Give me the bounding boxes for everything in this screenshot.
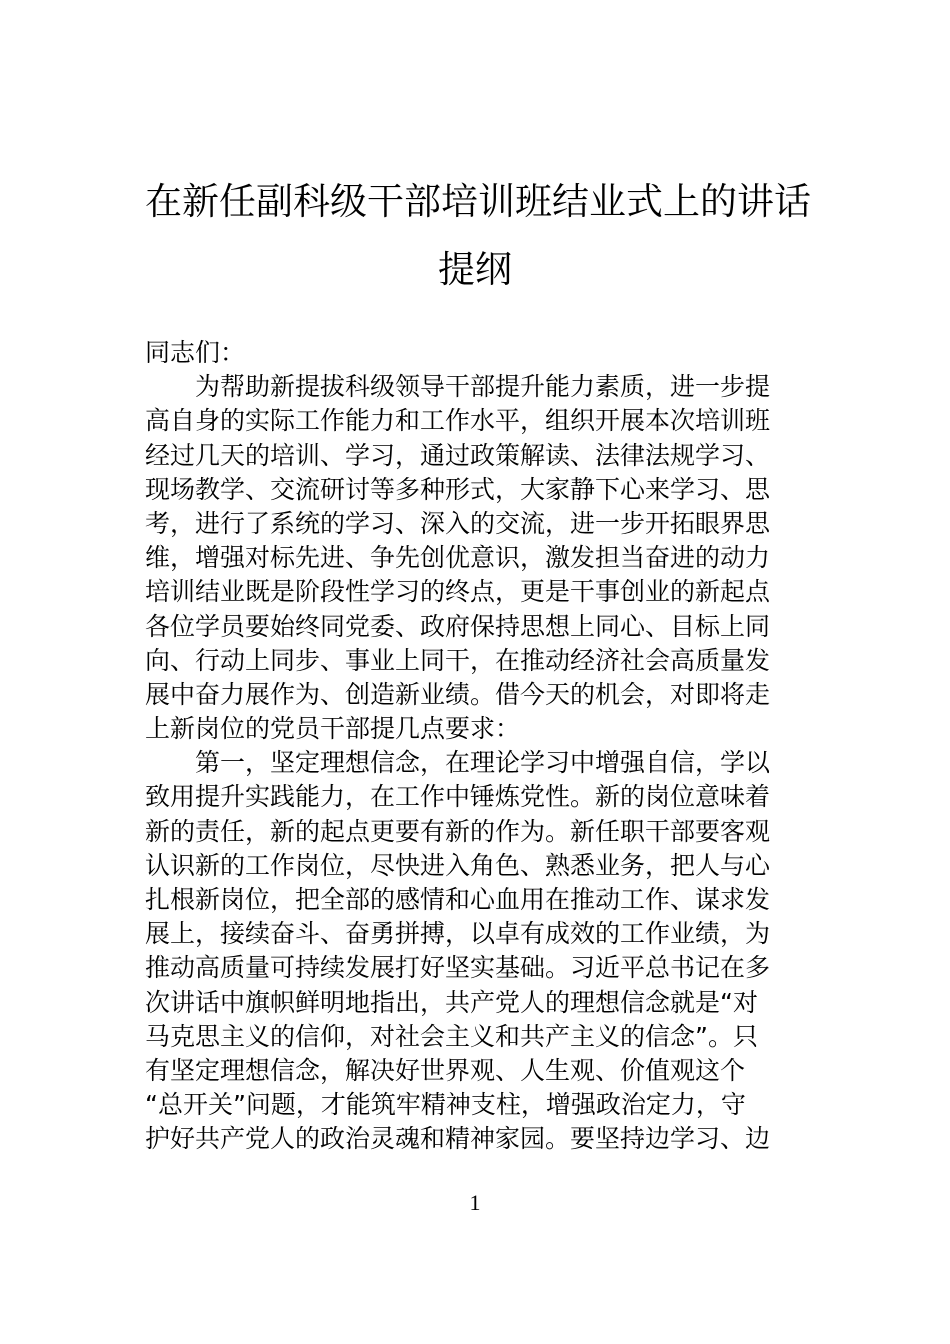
text-line: 考，进行了系统的学习、深入的交流，进一步开拓眼界思 — [145, 508, 771, 538]
text-line: 护好共产党人的政治灵魂和精神家园。要坚持边学习、边 — [145, 1124, 771, 1154]
text-line: 高自身的实际工作能力和工作水平，组织开展本次培训班 — [145, 406, 771, 436]
text-line: 扎根新岗位，把全部的感情和心血用在推动工作、谋求发 — [145, 885, 771, 914]
document-title — [145, 168, 811, 304]
text-line: 次讲话中旗帜鲜明地指出，共产党人的理想信念就是“对 — [145, 987, 758, 1017]
text-line: 向、行动上同步、事业上同干，在推动经济社会高质量发 — [145, 645, 771, 675]
text-line: 展中奋力展作为、创造新业绩。借今天的机会，对即将走 — [145, 679, 771, 709]
text-line: 认识新的工作岗位，尽快进入角色、熟悉业务，把人与心 — [145, 850, 771, 880]
text-line: 经过几天的培训、学习，通过政策解读、法律法规学习、 — [145, 440, 771, 470]
paragraph-1 — [145, 370, 805, 746]
text-line: 新的责任，新的起点更要有新的作为。新任职干部要客观 — [145, 816, 771, 846]
title-line: 提纲 — [438, 248, 512, 291]
text-line: 现场教学、交流研讨等多种形式，大家静下心来学习、思 — [145, 474, 771, 504]
title-line: 在新任副科级干部培训班结业式上的讲话 — [145, 180, 811, 223]
text-line: 培训结业既是阶段性学习的终点，更是干事创业的新起点 — [145, 577, 771, 607]
text-line: 致用提升实践能力，在工作中锤炼党性。新的岗位意味着 — [145, 782, 771, 812]
document-body — [145, 336, 805, 1157]
text-line: 推动高质量可持续发展打好坚实基础。习近平总书记在多 — [145, 953, 771, 983]
text-line: 展上，接续奋斗、奋勇拼搏，以卓有成效的工作业绩，为 — [145, 919, 771, 949]
text-line: “总开关”问题，才能筑牢精神支柱，增强政治定力，守 — [145, 1090, 746, 1120]
text-line: 有坚定理想信念，解决好世界观、人生观、价值观这个 — [145, 1055, 746, 1085]
salutation: 同志们： — [145, 338, 246, 367]
text-line: 上新岗位的党员干部提几点要求： — [145, 714, 521, 744]
text-line: 第一，坚定理想信念，在理论学习中增强自信，学以 — [195, 748, 771, 778]
text-line: 维，增强对标先进、争先创优意识，激发担当奋进的动力 — [145, 543, 771, 573]
text-line: 马克思主义的信仰，对社会主义和共产主义的信念”。只 — [145, 1021, 758, 1051]
text-line: 为帮助新提拔科级领导干部提升能力素质，进一步提 — [195, 372, 771, 402]
page-number: 1 — [469, 1190, 481, 1215]
paragraph-2 — [145, 746, 805, 1156]
text-line: 各位学员要始终同党委、政府保持思想上同心、目标上同 — [145, 611, 771, 641]
